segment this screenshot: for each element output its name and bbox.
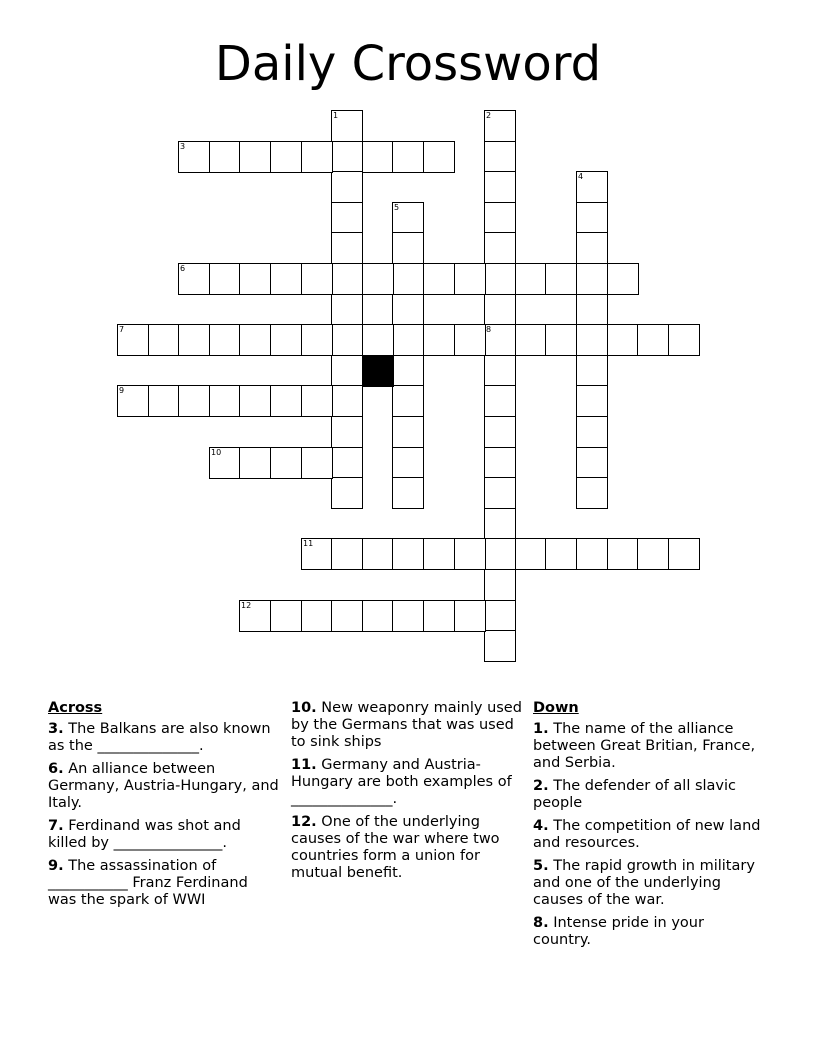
grid-cell[interactable]	[454, 324, 486, 356]
grid-cell[interactable]	[637, 324, 669, 356]
grid-cell[interactable]	[515, 324, 547, 356]
clue-number: 9.	[48, 858, 64, 874]
clue-number-label: 3	[180, 142, 186, 151]
grid-cell[interactable]	[362, 600, 394, 632]
grid-cell[interactable]	[423, 263, 455, 295]
clue-number: 3.	[48, 721, 64, 737]
grid-cell[interactable]	[301, 447, 333, 479]
grid-cell[interactable]	[576, 416, 608, 448]
clue-number: 8.	[533, 915, 549, 931]
clue-number: 10.	[291, 700, 317, 716]
grid-cell[interactable]	[331, 171, 363, 203]
grid-cell[interactable]	[362, 324, 394, 356]
clue-text: The name of the alliance between Great Britian, France, and Serbia.	[533, 721, 756, 771]
grid-cell[interactable]	[484, 294, 516, 326]
clue-number: 2.	[533, 778, 549, 794]
clue-number: 6.	[48, 761, 64, 777]
grid-cell[interactable]	[209, 141, 241, 173]
grid-cell[interactable]	[209, 263, 241, 295]
grid-cell[interactable]	[392, 447, 424, 479]
grid-cell[interactable]	[239, 385, 271, 417]
grid-cell[interactable]	[484, 202, 516, 234]
grid-cell[interactable]	[301, 263, 333, 295]
grid-cell[interactable]	[484, 477, 516, 509]
grid-cell[interactable]	[301, 385, 333, 417]
clue-text: Intense pride in your country.	[533, 915, 704, 948]
grid-cell[interactable]	[331, 232, 363, 264]
grid-cell[interactable]	[576, 294, 608, 326]
grid-cell[interactable]	[331, 263, 363, 295]
grid-cell[interactable]	[148, 385, 180, 417]
grid-cell[interactable]	[423, 141, 455, 173]
grid-cell[interactable]	[607, 263, 639, 295]
grid-cell[interactable]	[392, 263, 424, 295]
grid-cell[interactable]	[484, 263, 516, 295]
grid-cell[interactable]	[392, 355, 424, 387]
grid-cell[interactable]	[576, 385, 608, 417]
grid-cell[interactable]	[484, 569, 516, 601]
grid-cell[interactable]	[484, 171, 516, 203]
grid-cell[interactable]	[331, 294, 363, 326]
clue-number-label: 1	[333, 111, 339, 120]
grid-cell[interactable]	[331, 477, 363, 509]
clue-number: 1.	[533, 721, 549, 737]
down-clue-1	[533, 721, 765, 772]
clue-number-label: 4	[578, 172, 584, 181]
clue-text: The rapid growth in military and one of the underlying causes of the war.	[533, 858, 755, 908]
grid-cell[interactable]	[331, 141, 363, 173]
grid-cell[interactable]	[607, 324, 639, 356]
grid-cell[interactable]	[484, 508, 516, 540]
grid-cell[interactable]	[392, 232, 424, 264]
grid-cell[interactable]	[484, 416, 516, 448]
grid-cell[interactable]	[607, 538, 639, 570]
clue-number: 4.	[533, 818, 549, 834]
grid-cell[interactable]	[270, 385, 302, 417]
grid-cell[interactable]	[392, 385, 424, 417]
clue-number: 11.	[291, 757, 317, 773]
grid-cell[interactable]	[362, 141, 394, 173]
grid-cell[interactable]	[576, 202, 608, 234]
grid-cell[interactable]	[239, 263, 271, 295]
grid-cell[interactable]	[515, 263, 547, 295]
clue-number-label: 8	[486, 325, 492, 334]
clue-number-label: 11	[303, 539, 314, 548]
grid-cell[interactable]	[270, 447, 302, 479]
grid-cell[interactable]	[576, 263, 608, 295]
grid-cell[interactable]	[454, 600, 486, 632]
across-clue-9	[48, 858, 280, 909]
across-column-2	[291, 700, 523, 888]
clue-number-label: 6	[180, 264, 186, 273]
clue-text: The competition of new land and resources.	[533, 818, 761, 851]
grid-cell[interactable]	[331, 447, 363, 479]
down-column	[533, 700, 765, 955]
grid-cell[interactable]	[331, 416, 363, 448]
grid-cell[interactable]	[301, 600, 333, 632]
grid-cell[interactable]	[484, 447, 516, 479]
across-clue-10	[291, 700, 523, 751]
grid-cell[interactable]	[270, 263, 302, 295]
grid-cell[interactable]	[209, 324, 241, 356]
grid-cell[interactable]	[576, 324, 608, 356]
grid-cell[interactable]	[484, 538, 516, 570]
grid-cell[interactable]	[423, 600, 455, 632]
down-clue-5	[533, 858, 765, 909]
grid-cell[interactable]	[331, 202, 363, 234]
grid-cell[interactable]	[484, 385, 516, 417]
grid-cell[interactable]	[270, 141, 302, 173]
grid-cell[interactable]	[331, 385, 363, 417]
down-clue-2	[533, 778, 765, 812]
grid-cell[interactable]	[484, 355, 516, 387]
across-clue-3	[48, 721, 280, 755]
grid-cell[interactable]	[668, 538, 700, 570]
grid-cell[interactable]	[545, 538, 577, 570]
clue-text: The defender of all slavic people	[533, 778, 737, 811]
down-clue-8	[533, 915, 765, 949]
grid-block	[362, 355, 394, 387]
across-clue-12	[291, 814, 523, 882]
clue-text: Ferdinand was shot and killed by _______________.	[48, 818, 241, 851]
grid-cell[interactable]	[392, 324, 424, 356]
clue-text: An alliance between Germany, Austria-Hungary, and Italy.	[48, 761, 279, 811]
grid-cell[interactable]	[484, 600, 516, 632]
grid-cell[interactable]	[576, 538, 608, 570]
grid-cell[interactable]	[576, 232, 608, 264]
down-heading: Down	[533, 700, 579, 716]
grid-cell[interactable]	[362, 538, 394, 570]
clue-text: One of the underlying causes of the war where two countries form a union for mutual benefit.	[291, 814, 500, 881]
grid-cell[interactable]	[392, 600, 424, 632]
grid-cell[interactable]	[270, 324, 302, 356]
grid-cell[interactable]	[178, 385, 210, 417]
grid-cell[interactable]	[484, 232, 516, 264]
clue-number: 12.	[291, 814, 317, 830]
grid-cell[interactable]	[362, 263, 394, 295]
grid-cell[interactable]	[301, 141, 333, 173]
grid-cell[interactable]	[423, 324, 455, 356]
grid-cell[interactable]	[331, 324, 363, 356]
clue-number: 5.	[533, 858, 549, 874]
clue-number: 7.	[48, 818, 64, 834]
grid-cell[interactable]	[331, 600, 363, 632]
grid-cell[interactable]	[239, 324, 271, 356]
grid-cell[interactable]	[668, 324, 700, 356]
grid-cell[interactable]	[637, 538, 669, 570]
grid-cell[interactable]	[392, 416, 424, 448]
across-heading: Across	[48, 700, 103, 716]
grid-cell[interactable]	[301, 324, 333, 356]
page-title: Daily Crossword	[214, 36, 602, 92]
clue-text: New weaponry mainly used by the Germans that was used to sink ships	[291, 700, 522, 750]
clue-number-label: 7	[119, 325, 125, 334]
grid-cell[interactable]	[545, 324, 577, 356]
grid-cell[interactable]	[392, 294, 424, 326]
grid-cell[interactable]	[515, 538, 547, 570]
grid-cell[interactable]	[423, 538, 455, 570]
grid-cell[interactable]	[454, 538, 486, 570]
clue-number-label: 2	[486, 111, 492, 120]
grid-cell[interactable]	[392, 538, 424, 570]
grid-cell[interactable]	[484, 141, 516, 173]
grid-cell[interactable]	[331, 538, 363, 570]
grid-cell[interactable]	[209, 385, 241, 417]
across-clue-7	[48, 818, 280, 852]
clue-text: Germany and Austria-Hungary are both examples of ______________.	[291, 757, 512, 807]
grid-cell[interactable]	[239, 141, 271, 173]
clue-number-label: 12	[241, 601, 252, 610]
grid-cell[interactable]	[484, 630, 516, 662]
across-clue-11	[291, 757, 523, 808]
grid-cell[interactable]	[576, 355, 608, 387]
grid-cell[interactable]	[392, 141, 424, 173]
grid-cell[interactable]	[270, 600, 302, 632]
grid-cell[interactable]	[545, 263, 577, 295]
clue-number-label: 10	[211, 448, 222, 457]
grid-cell[interactable]	[392, 477, 424, 509]
grid-cell[interactable]	[576, 447, 608, 479]
grid-cell[interactable]	[576, 477, 608, 509]
grid-cell[interactable]	[178, 324, 210, 356]
grid-cell[interactable]	[239, 447, 271, 479]
across-clue-6	[48, 761, 280, 812]
clue-text: The Balkans are also known as the ______________.	[48, 721, 271, 754]
grid-cell[interactable]	[148, 324, 180, 356]
clue-text: The assassination of ___________ Franz Ferdinand was the spark of WWI	[48, 858, 248, 908]
clue-number-label: 5	[394, 203, 400, 212]
grid-cell[interactable]	[331, 355, 363, 387]
clue-number-label: 9	[119, 386, 125, 395]
down-clue-4	[533, 818, 765, 852]
grid-cell[interactable]	[454, 263, 486, 295]
across-column-1	[48, 700, 280, 915]
